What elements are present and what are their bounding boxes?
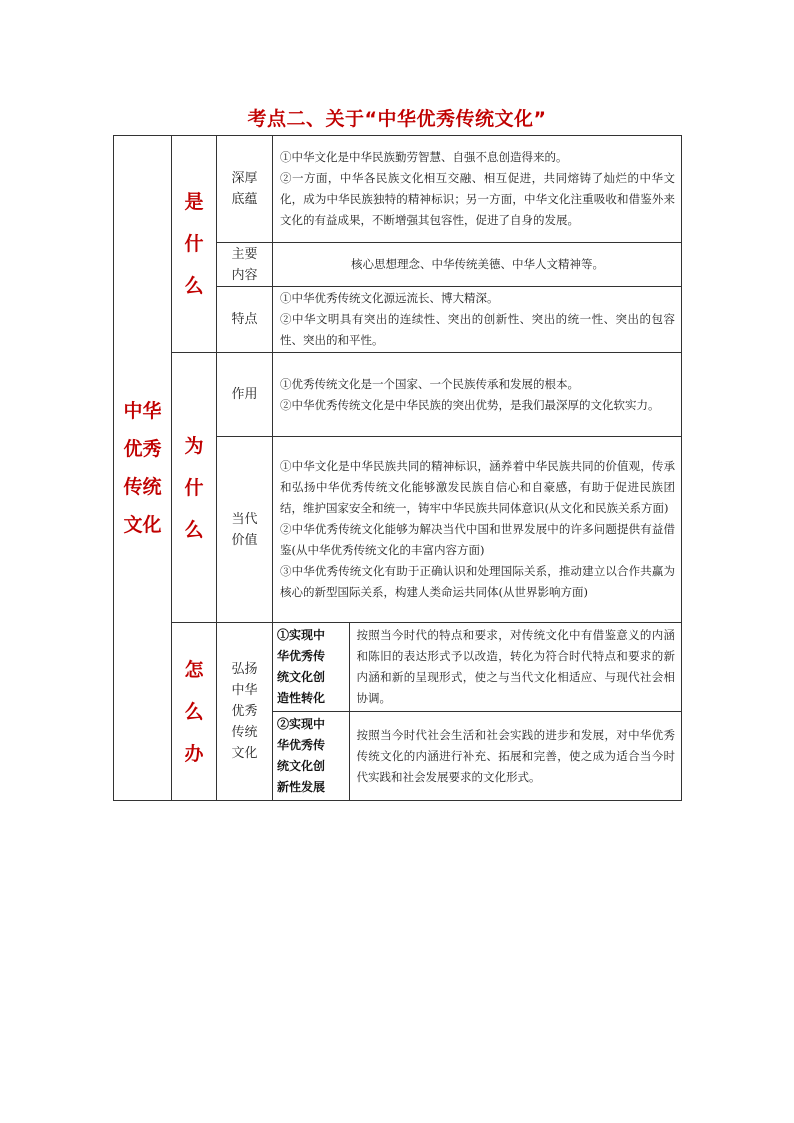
- label-line: 当代: [231, 511, 258, 527]
- sub-line: 统文化创: [277, 670, 326, 684]
- label-contemporary-value: [217, 437, 273, 623]
- label-promote: [217, 623, 273, 801]
- sub-line: 华优秀传: [277, 649, 326, 663]
- text-line: 按照当今时代的特点和要求，对传统文化中有借鉴意义的内涵和陈旧的表达形式予以改造，转化为符合时代特点和要求的新内涵和新的呈现形式，使之与当代文化相适应、与现代社会相协调。: [356, 628, 675, 705]
- label-line: 文化: [231, 746, 258, 761]
- text-line: ②一方面，中华各民族文化相互交融、相互促进，共同熔铸了灿烂的中华文化，成为中华民族独特的精神标识；另一方面，中华文化注重吸收和借鉴外来文化的有益成果，不断增强其包容性，促进了自身的发展。: [280, 171, 675, 227]
- q-char: 怎: [184, 658, 204, 681]
- text-line: 核心思想理念、中华传统美德、中华人文精神等。: [351, 257, 604, 271]
- sub-line: 新性发展: [277, 780, 326, 794]
- q-char: 是: [184, 191, 204, 213]
- text-line: ②中华文明具有突出的连续性、突出的创新性、突出的统一性、突出的包容性、突出的和平性。: [280, 312, 675, 347]
- topic-line: 文化: [123, 514, 162, 536]
- text-main-content: [273, 243, 682, 287]
- knowledge-table: [113, 135, 682, 801]
- sub-line: 华优秀传: [277, 738, 326, 752]
- sub-creative-transformation: [273, 623, 349, 712]
- topic-line: 传统: [123, 476, 162, 498]
- label-line: 作用: [231, 387, 258, 402]
- label-line: 优秀: [231, 704, 258, 719]
- label-line: 中华: [231, 683, 258, 698]
- text-line: ①中华文化是中华民族共同的精神标识，涵养着中华民族共同的价值观，传承和弘扬中华优秀传统文化能够激发民族自信心和自豪感，有助于促进民族团结，维护国家安全和统一，铸牢中华民族共同体意识(从文化和民族关系方面): [280, 459, 675, 515]
- label-features: [217, 287, 273, 353]
- label-main-content: [217, 243, 273, 287]
- q-char: 么: [184, 518, 204, 541]
- label-line: 特点: [231, 312, 258, 327]
- what-question: [172, 136, 217, 353]
- topic-line: 优秀: [123, 438, 162, 460]
- text-line: ②中华优秀传统文化是中华民族的突出优势，是我们最深厚的文化软实力。: [280, 397, 660, 412]
- promote-subtable: [273, 623, 681, 800]
- label-line: 深厚: [231, 171, 258, 186]
- creative-transformation-row: [273, 623, 681, 712]
- text-creative-transformation: [349, 623, 681, 712]
- label-line: 底蕴: [231, 192, 258, 207]
- label-line: 内容: [231, 267, 258, 283]
- text-line: ②中华优秀传统文化能够为解决当代中国和世界发展中的许多问题提供有益借鉴(从中华优秀传统文化的丰富内容方面): [280, 522, 675, 557]
- q-char: 什: [184, 233, 204, 255]
- text-innovative-development: [349, 712, 681, 801]
- text-role: [273, 353, 682, 437]
- sub-line: ①实现中: [277, 628, 326, 642]
- innovative-development-row: [273, 712, 681, 801]
- label-line: 主要: [231, 246, 258, 262]
- text-contemporary-value: [273, 437, 682, 623]
- sub-innovative-development: [273, 712, 349, 801]
- topic-cell: [114, 136, 172, 801]
- row-role: [114, 353, 682, 437]
- text-line: ①优秀传统文化是一个国家、一个民族传承和发展的根本。: [280, 376, 579, 391]
- text-line: ③中华优秀传统文化有助于正确认识和处理国际关系，推动建立以合作共赢为核心的新型国际关系，构建人类命运共同体(从世界影响方面): [280, 564, 675, 599]
- text-line: ①中华文化是中华民族勤劳智慧、自强不息创造得来的。: [280, 150, 568, 164]
- q-char: 为: [184, 434, 204, 457]
- q-char: 么: [184, 700, 204, 723]
- promote-detail: [273, 623, 682, 801]
- label-line: 传统: [231, 725, 258, 740]
- why-question: [172, 353, 217, 623]
- text-line: 按照当今时代社会生活和社会实践的进步和发展，对中华优秀传统文化的内涵进行补充、拓展和完善，使之成为适合当今时代实践和社会发展要求的文化形式。: [356, 727, 675, 784]
- sub-line: 造性转化: [277, 691, 326, 705]
- row-promote: [114, 623, 682, 801]
- text-features: [273, 287, 682, 353]
- label-deep-foundation: [217, 136, 273, 243]
- label-line: 弘扬: [231, 662, 258, 677]
- text-line: ①中华优秀传统文化源远流长、博大精深。: [280, 291, 499, 305]
- how-question: [172, 623, 217, 801]
- q-char: 么: [184, 275, 204, 297]
- topic-line: 中华: [123, 400, 162, 422]
- sub-line: ②实现中: [277, 717, 326, 731]
- page-title: 考点二、关于“中华优秀传统文化”: [247, 108, 547, 130]
- label-line: 价值: [231, 532, 258, 548]
- q-char: 办: [184, 742, 204, 765]
- row-deep-foundation: [114, 136, 682, 243]
- text-deep-foundation: [273, 136, 682, 243]
- q-char: 什: [184, 476, 204, 499]
- sub-line: 统文化创: [277, 759, 326, 773]
- label-role: [217, 353, 273, 437]
